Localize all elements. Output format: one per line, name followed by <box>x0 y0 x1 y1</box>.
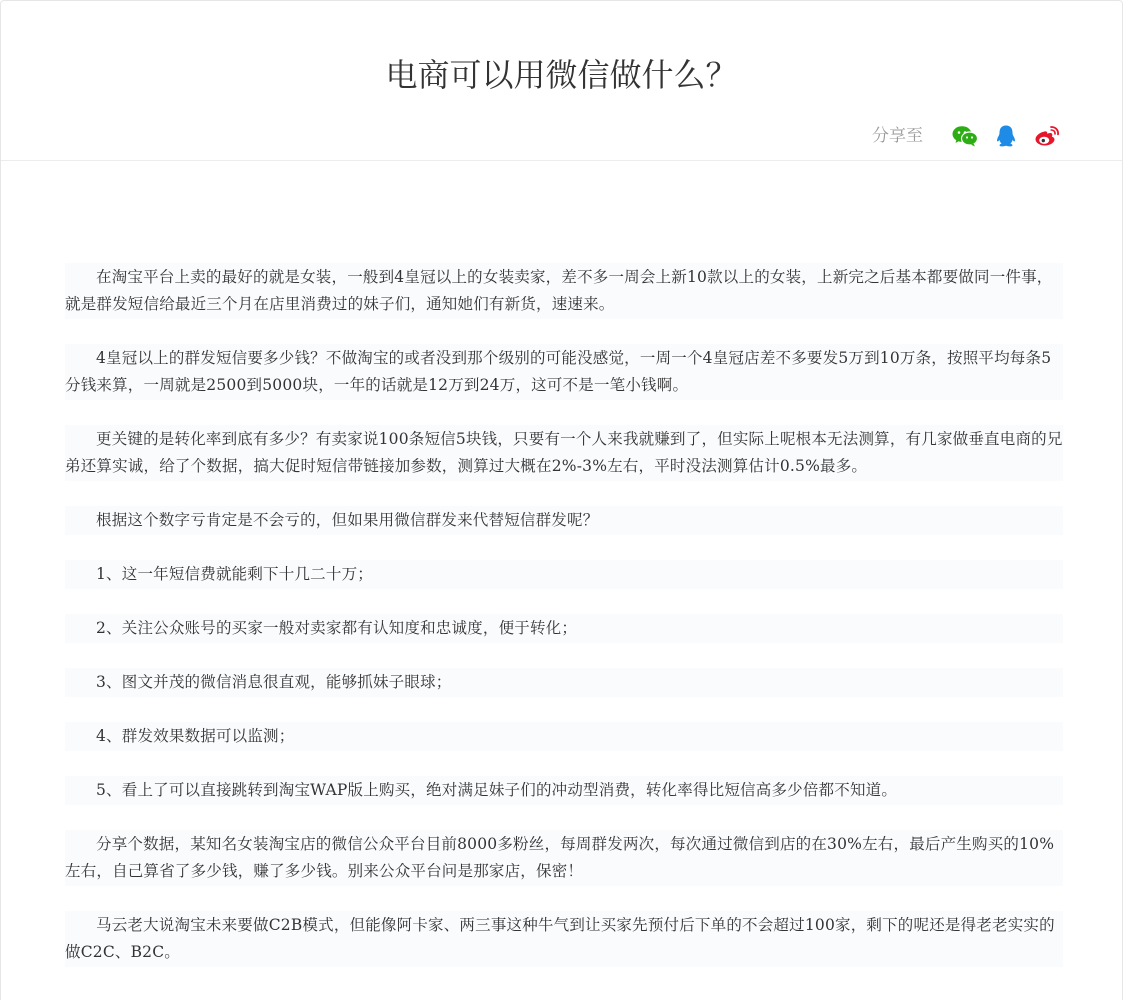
share-bar <box>872 122 1060 150</box>
paragraph: 4皇冠以上的群发短信要多少钱？不做淘宝的或者没到那个级别的可能没感觉，一周一个4皇冠店差不多要发5万到10万条，按照平均每条5分钱来算，一周就是2500到5000块，一年的话就是12万到24万，这可不是一笔小钱啊。 <box>65 344 1063 400</box>
paragraph: 3、图文并茂的微信消息很直观，能够抓妹子眼球； <box>65 668 1063 697</box>
paragraph: 分享个数据，某知名女装淘宝店的微信公众平台目前8000多粉丝，每周群发两次，每次通过微信到店的在30%左右，最后产生购买的10%左右，自己算省了多少钱，赚了多少钱。别来公众平台问是那家店，保密！ <box>65 830 1063 886</box>
qq-icon[interactable] <box>993 123 1019 149</box>
paragraph: 1、这一年短信费就能剩下十几二十万； <box>65 560 1063 589</box>
article-header <box>1 1 1122 161</box>
paragraph: 在淘宝平台上卖的最好的就是女装，一般到4皇冠以上的女装卖家，差不多一周会上新10款以上的女装，上新完之后基本都要做同一件事，就是群发短信给最近三个月在店里消费过的妹子们，通知她们有新货，速速来。 <box>65 263 1063 319</box>
paragraph: 2、关注公众账号的买家一般对卖家都有认知度和忠诚度，便于转化； <box>65 614 1063 643</box>
wechat-icon[interactable] <box>952 123 978 149</box>
article-title: 电商可以用微信做什么？ <box>385 56 738 94</box>
paragraph: 4、群发效果数据可以监测； <box>65 722 1063 751</box>
paragraph: 马云老大说淘宝未来要做C2B模式，但能像阿卡家、两三事这种牛气到让买家先预付后下单的不会超过100家，剩下的呢还是得老老实实的做C2C、B2C。 <box>65 911 1063 967</box>
paragraph: 5、看上了可以直接跳转到淘宝WAP版上购买，绝对满足妹子们的冲动型消费，转化率得比短信高多少倍都不知道。 <box>65 776 1063 805</box>
paragraph: 根据这个数字亏肯定是不会亏的，但如果用微信群发来代替短信群发呢？ <box>65 506 1063 535</box>
paragraph: 更关键的是转化率到底有多少？有卖家说100条短信5块钱，只要有一个人来我就赚到了，但实际上呢根本无法测算，有几家做垂直电商的兄弟还算实诚，给了个数据，搞大促时短信带链接加参数，测算过大概在2%-3%左右，平时没法测算估计0.5%最多。 <box>65 425 1063 481</box>
share-label: 分享至 <box>872 126 923 146</box>
article-body <box>65 263 1063 992</box>
weibo-icon[interactable] <box>1034 123 1060 149</box>
